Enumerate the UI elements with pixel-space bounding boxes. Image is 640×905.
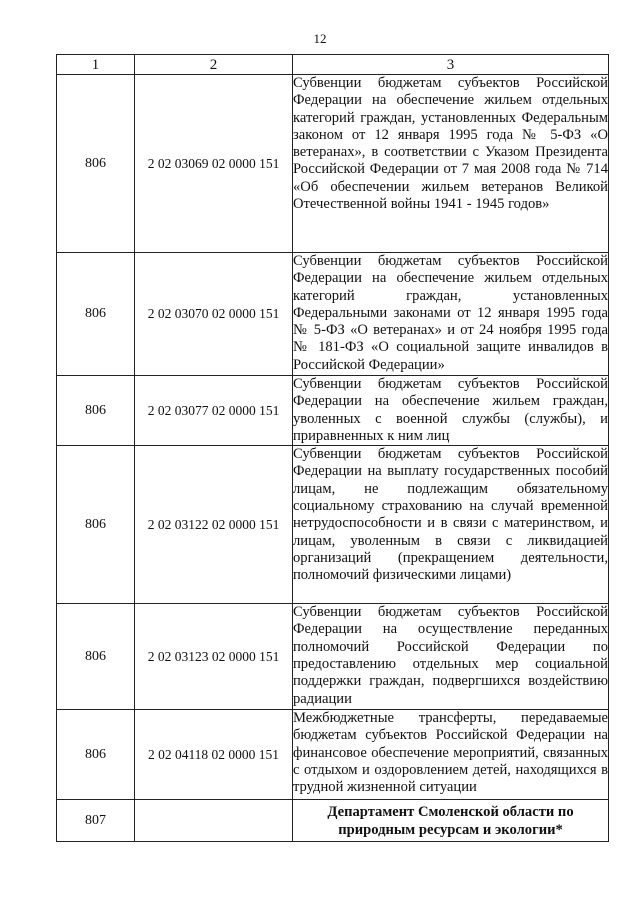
- description-cell: Субвенции бюджетам субъектов Российской Федерации на выплату государственных пособий лицам, не подлежащим обязательному социальному страхованию на случай временной нетрудоспособности и в связи с материнством, и лицам, уволенным в связи с ликвидацией организаций (прекращением деятельности, полномочий физическими лицами): [293, 446, 609, 604]
- department-title-cell: Департамент Смоленской области по природным ресурсам и экологии*: [293, 800, 609, 842]
- revenue-code-cell: 2 02 03122 02 0000 151: [135, 446, 293, 604]
- admin-code-cell: 806: [57, 253, 135, 376]
- admin-code-cell: 806: [57, 446, 135, 604]
- table-header-row: [57, 55, 609, 75]
- admin-code-cell: 806: [57, 604, 135, 710]
- admin-code-cell: 806: [57, 710, 135, 800]
- revenue-code-cell: 2 02 04118 02 0000 151: [135, 710, 293, 800]
- table-row: [57, 75, 609, 253]
- revenue-code-cell: 2 02 03077 02 0000 151: [135, 376, 293, 446]
- table-row: [57, 710, 609, 800]
- description-cell: Межбюджетные трансферты, передаваемые бюджетам субъектов Российской Федерации на финансовое обеспечение мероприятий, связанных с отдыхом и оздоровлением детей, находящихся в трудной жизненной ситуации: [293, 710, 609, 800]
- table-row: [57, 446, 609, 604]
- revenue-code-cell: 2 02 03070 02 0000 151: [135, 253, 293, 376]
- table-row: [57, 376, 609, 446]
- description-cell: Субвенции бюджетам субъектов Российской Федерации на обеспечение жильем отдельных категорий граждан, установленных Федеральным законом от 12 января 1995 года № 5-ФЗ «О ветеранах», в соответствии с Указом Президента Российской Федерации от 7 мая 2008 года № 714 «Об обеспечении жильем ветеранов Великой Отечественной войны 1941 - 1945 годов»: [293, 75, 609, 253]
- revenue-code-cell: 2 02 03123 02 0000 151: [135, 604, 293, 710]
- table-row: [57, 253, 609, 376]
- description-cell: Субвенции бюджетам субъектов Российской Федерации на обеспечение жильем граждан, уволенных с военной службы (службы), и приравненных к ним лиц: [293, 376, 608, 444]
- revenue-code-cell: [135, 800, 293, 842]
- column-header-3: 3: [293, 55, 609, 75]
- admin-code-cell: 806: [57, 75, 135, 253]
- column-header-1: 1: [57, 55, 135, 75]
- table-row: [57, 604, 609, 710]
- description-cell: Субвенции бюджетам субъектов Российской Федерации на осуществление переданных полномочий Российской Федерации по предоставлению отдельных мер социальной поддержки граждан, подвергшихся воздействию радиации: [293, 604, 609, 710]
- budget-table: [56, 54, 609, 842]
- admin-code-cell: 806: [57, 376, 135, 446]
- table-row-department: [57, 800, 609, 842]
- column-header-2: 2: [135, 55, 293, 75]
- page-number: 12: [313, 31, 327, 46]
- admin-code-cell: 807: [57, 800, 135, 842]
- revenue-code-cell: 2 02 03069 02 0000 151: [135, 75, 293, 253]
- description-cell: Субвенции бюджетам субъектов Российской Федерации на обеспечение жильем отдельных категорий граждан, установленных Федеральными законами от 12 января 1995 года № 5-ФЗ «О ветеранах» и от 24 ноября 1995 года № 181-ФЗ «О социальной защите инвалидов в Российской Федерации»: [293, 253, 609, 376]
